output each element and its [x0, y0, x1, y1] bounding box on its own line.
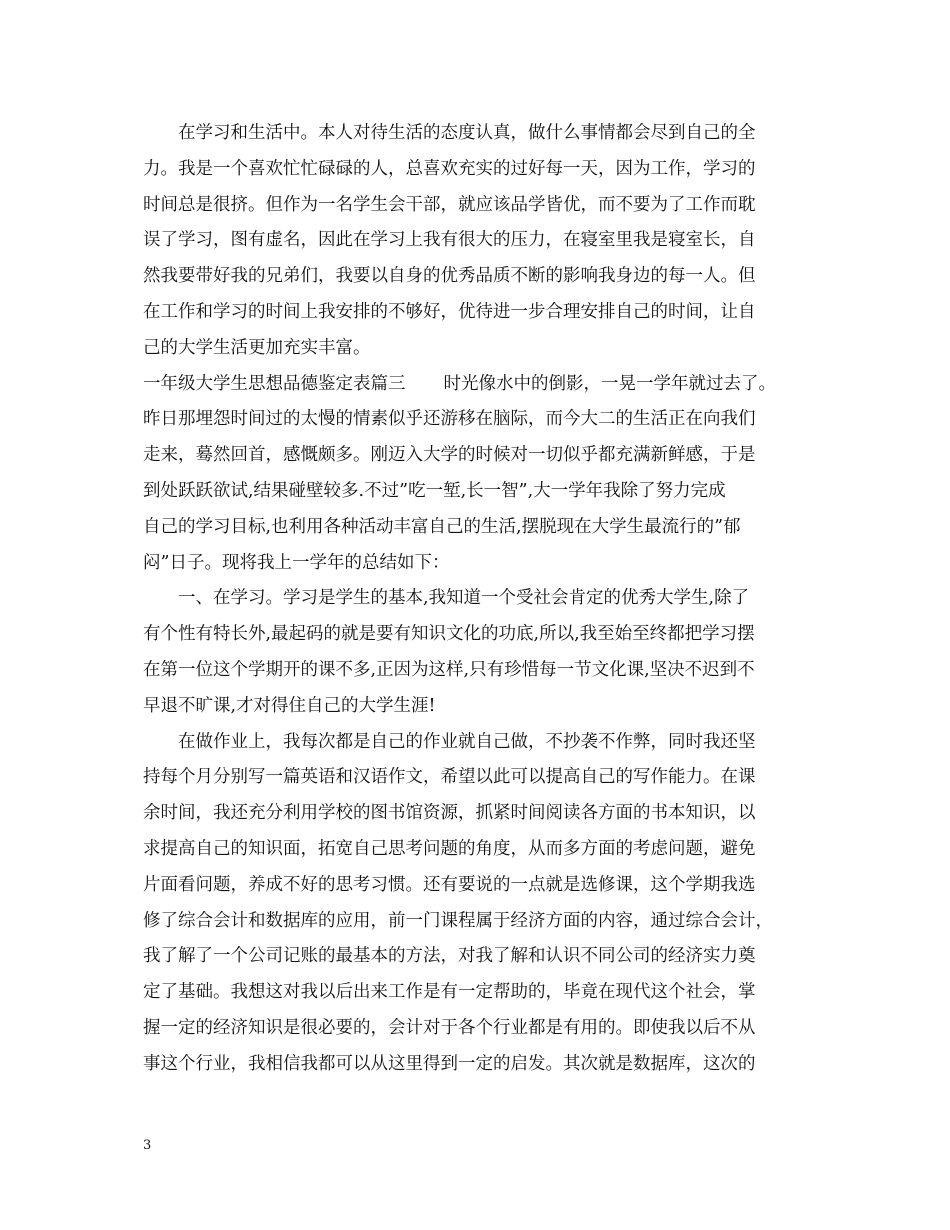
paragraph-line: 早退不旷课,才对得住自己的大学生涯! — [143, 695, 436, 716]
paragraph-line: 到处跃跃欲试,结果碰壁较多.不过”吃一堑,长一智”,大一学年我除了努力完成 — [143, 480, 726, 501]
paragraph-line: 余时间，我还充分利用学校的图书馆资源，抓紧时间阅读各方面的书本知识，以 — [143, 803, 756, 824]
paragraph-line: 事这个行业，我相信我都可以从这里得到一定的启发。其次就是数据库，这次的 — [143, 1053, 756, 1074]
paragraph-line: 然我要带好我的兄弟们，我要以自身的优秀品质不断的影响我身边的每一人。但 — [143, 266, 756, 287]
paragraph-line: 闷”日子。现将我上一学年的总结如下： — [143, 552, 450, 573]
paragraph-line: 昨日那埋怨时间过的太慢的情素似乎还游移在脑际，而今大二的生活正在向我们 — [143, 409, 756, 430]
paragraph-line: 片面看问题，养成不好的思考习惯。还有要说的一点就是选修课，这个学期我选 — [143, 874, 756, 895]
paragraph-line: 误了学习，图有虚名，因此在学习上我有很大的压力，在寝室里我是寝室长，自 — [143, 230, 756, 251]
paragraph-line: 己的大学生活更加充实丰富。 — [143, 337, 371, 358]
page-number: 3 — [143, 1138, 152, 1153]
paragraph-line: 有个性有特长外,最起码的就是要有知识文化的功底,所以,我至始至终都把学习摆 — [143, 624, 755, 645]
paragraph-line: 定了基础。我想这对我以后出来工作是有一定帮助的，毕竟在现代这个社会，掌 — [143, 982, 756, 1003]
paragraph-line: 走来，蓦然回首，感慨颇多。刚迈入大学的时候对一切似乎都充满新鲜感，于是 — [143, 445, 756, 466]
paragraph-line: 握一定的经济知识是很必要的，会计对于各个行业都是有用的。即使我以后不从 — [143, 1017, 756, 1038]
paragraph-line: 持每个月分别写一篇英语和汉语作文，希望以此可以提高自己的写作能力。在课 — [143, 767, 756, 788]
paragraph-line: 时间总是很挤。但作为一名学生会干部，就应该品学皆优，而不要为了工作而耽 — [143, 194, 756, 215]
paragraph-line: 自己的学习目标,也利用各种活动丰富自己的生活,摆脱现在大学生最流行的”郁 — [143, 516, 741, 537]
paragraph-line: 在第一位这个学期开的课不多,正因为这样,只有珍惜每一节文化课,坚决不迟到不 — [143, 659, 755, 680]
paragraph-line: 求提高自己的知识面，拓宽自己思考问题的角度，从而多方面的考虑问题，避免 — [143, 838, 756, 859]
paragraph-line: 在学习和生活中。本人对待生活的态度认真，做什么事情都会尽到自己的全 — [178, 123, 756, 143]
section-heading: 一年级大学生思想品德鉴定表篇三 — [143, 373, 406, 394]
paragraph-text: 时光像水中的倒影，一晃一学年就过去了。 — [443, 373, 776, 394]
paragraph-line: 一、在学习。学习是学生的基本,我知道一个受社会肯定的优秀大学生,除了 — [178, 588, 750, 609]
paragraph-line: 在做作业上，我每次都是自己的作业就自己做，不抄袭不作弊，同时我还坚 — [178, 731, 756, 752]
section-heading-line — [143, 367, 823, 403]
paragraph-line: 我了解了一个公司记账的最基本的方法，对我了解和认识不同公司的经济实力奠 — [143, 946, 756, 967]
paragraph-line: 力。我是一个喜欢忙忙碌碌的人，总喜欢充实的过好每一天，因为工作，学习的 — [143, 158, 756, 179]
body-text — [143, 116, 823, 1083]
paragraph-line: 修了综合会计和数据库的应用，前一门课程属于经济方面的内容，通过综合会计， — [143, 910, 773, 931]
paragraph-line: 在工作和学习的时间上我安排的不够好，优待进一步合理安排自己的时间，让自 — [143, 301, 756, 322]
